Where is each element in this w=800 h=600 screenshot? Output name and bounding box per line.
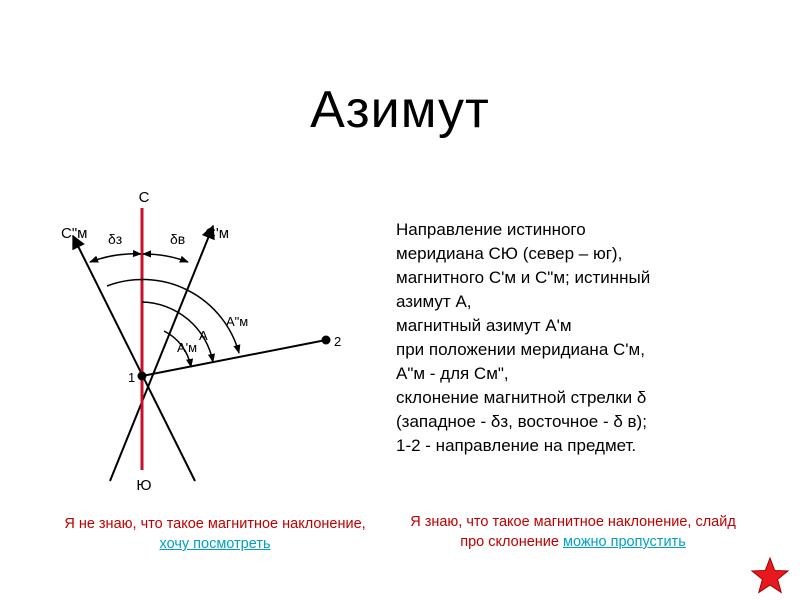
red-star-icon[interactable] bbox=[750, 556, 790, 596]
point-2 bbox=[322, 336, 331, 345]
description-line: (западное - δз, восточное - δ в); bbox=[396, 412, 647, 431]
magnetic-meridian-single-line bbox=[110, 226, 213, 481]
description-text bbox=[396, 218, 726, 458]
note-know-text: Я знаю, что такое магнитное наклонение, слайд про склонение bbox=[410, 514, 736, 550]
declination-east-arc bbox=[143, 254, 188, 262]
label-a-m-double: А"м bbox=[226, 314, 249, 329]
label-cm-double: С"м bbox=[61, 225, 88, 242]
skip-link[interactable]: можно пропустить bbox=[562, 534, 686, 550]
magnetic-meridian-double-line bbox=[73, 236, 198, 481]
label-delta-z: δз bbox=[108, 231, 123, 247]
note-know bbox=[398, 512, 748, 552]
label-cm-single: С'м bbox=[205, 225, 230, 242]
label-delta-v: δв bbox=[170, 231, 186, 247]
label-north: С bbox=[138, 189, 150, 206]
note-dont-know-text: Я не знаю, что такое магнитное наклонение, bbox=[64, 516, 366, 532]
direction-line-1-2 bbox=[142, 340, 326, 376]
label-point-2: 2 bbox=[334, 334, 342, 349]
watch-link[interactable]: хочу посмотреть bbox=[159, 536, 271, 552]
azimuth-diagram bbox=[40, 180, 380, 500]
description-line: магнитный азимут А'м bbox=[396, 316, 572, 335]
label-a: А bbox=[199, 328, 208, 343]
description-line: 1-2 - направление на предмет. bbox=[396, 436, 637, 455]
description-line: магнитного С'м и С"м; истинный bbox=[396, 268, 651, 287]
label-a-m-single: А'м bbox=[177, 340, 198, 355]
description-line: меридиана СЮ (север – юг), bbox=[396, 244, 623, 263]
note-dont-know bbox=[25, 514, 405, 554]
slide-title: Азимут bbox=[310, 81, 490, 139]
description-line: А"м - для См", bbox=[396, 364, 509, 383]
label-point-1: 1 bbox=[128, 370, 136, 385]
description-line: азимут А, bbox=[396, 292, 472, 311]
point-1 bbox=[138, 372, 147, 381]
declination-west-arc bbox=[90, 254, 141, 262]
description-line: при положении меридиана С'м, bbox=[396, 340, 645, 359]
description-line: склонение магнитной стрелки δ bbox=[396, 388, 647, 407]
description-line: Направление истинного bbox=[396, 220, 586, 239]
label-south: Ю bbox=[136, 477, 152, 494]
